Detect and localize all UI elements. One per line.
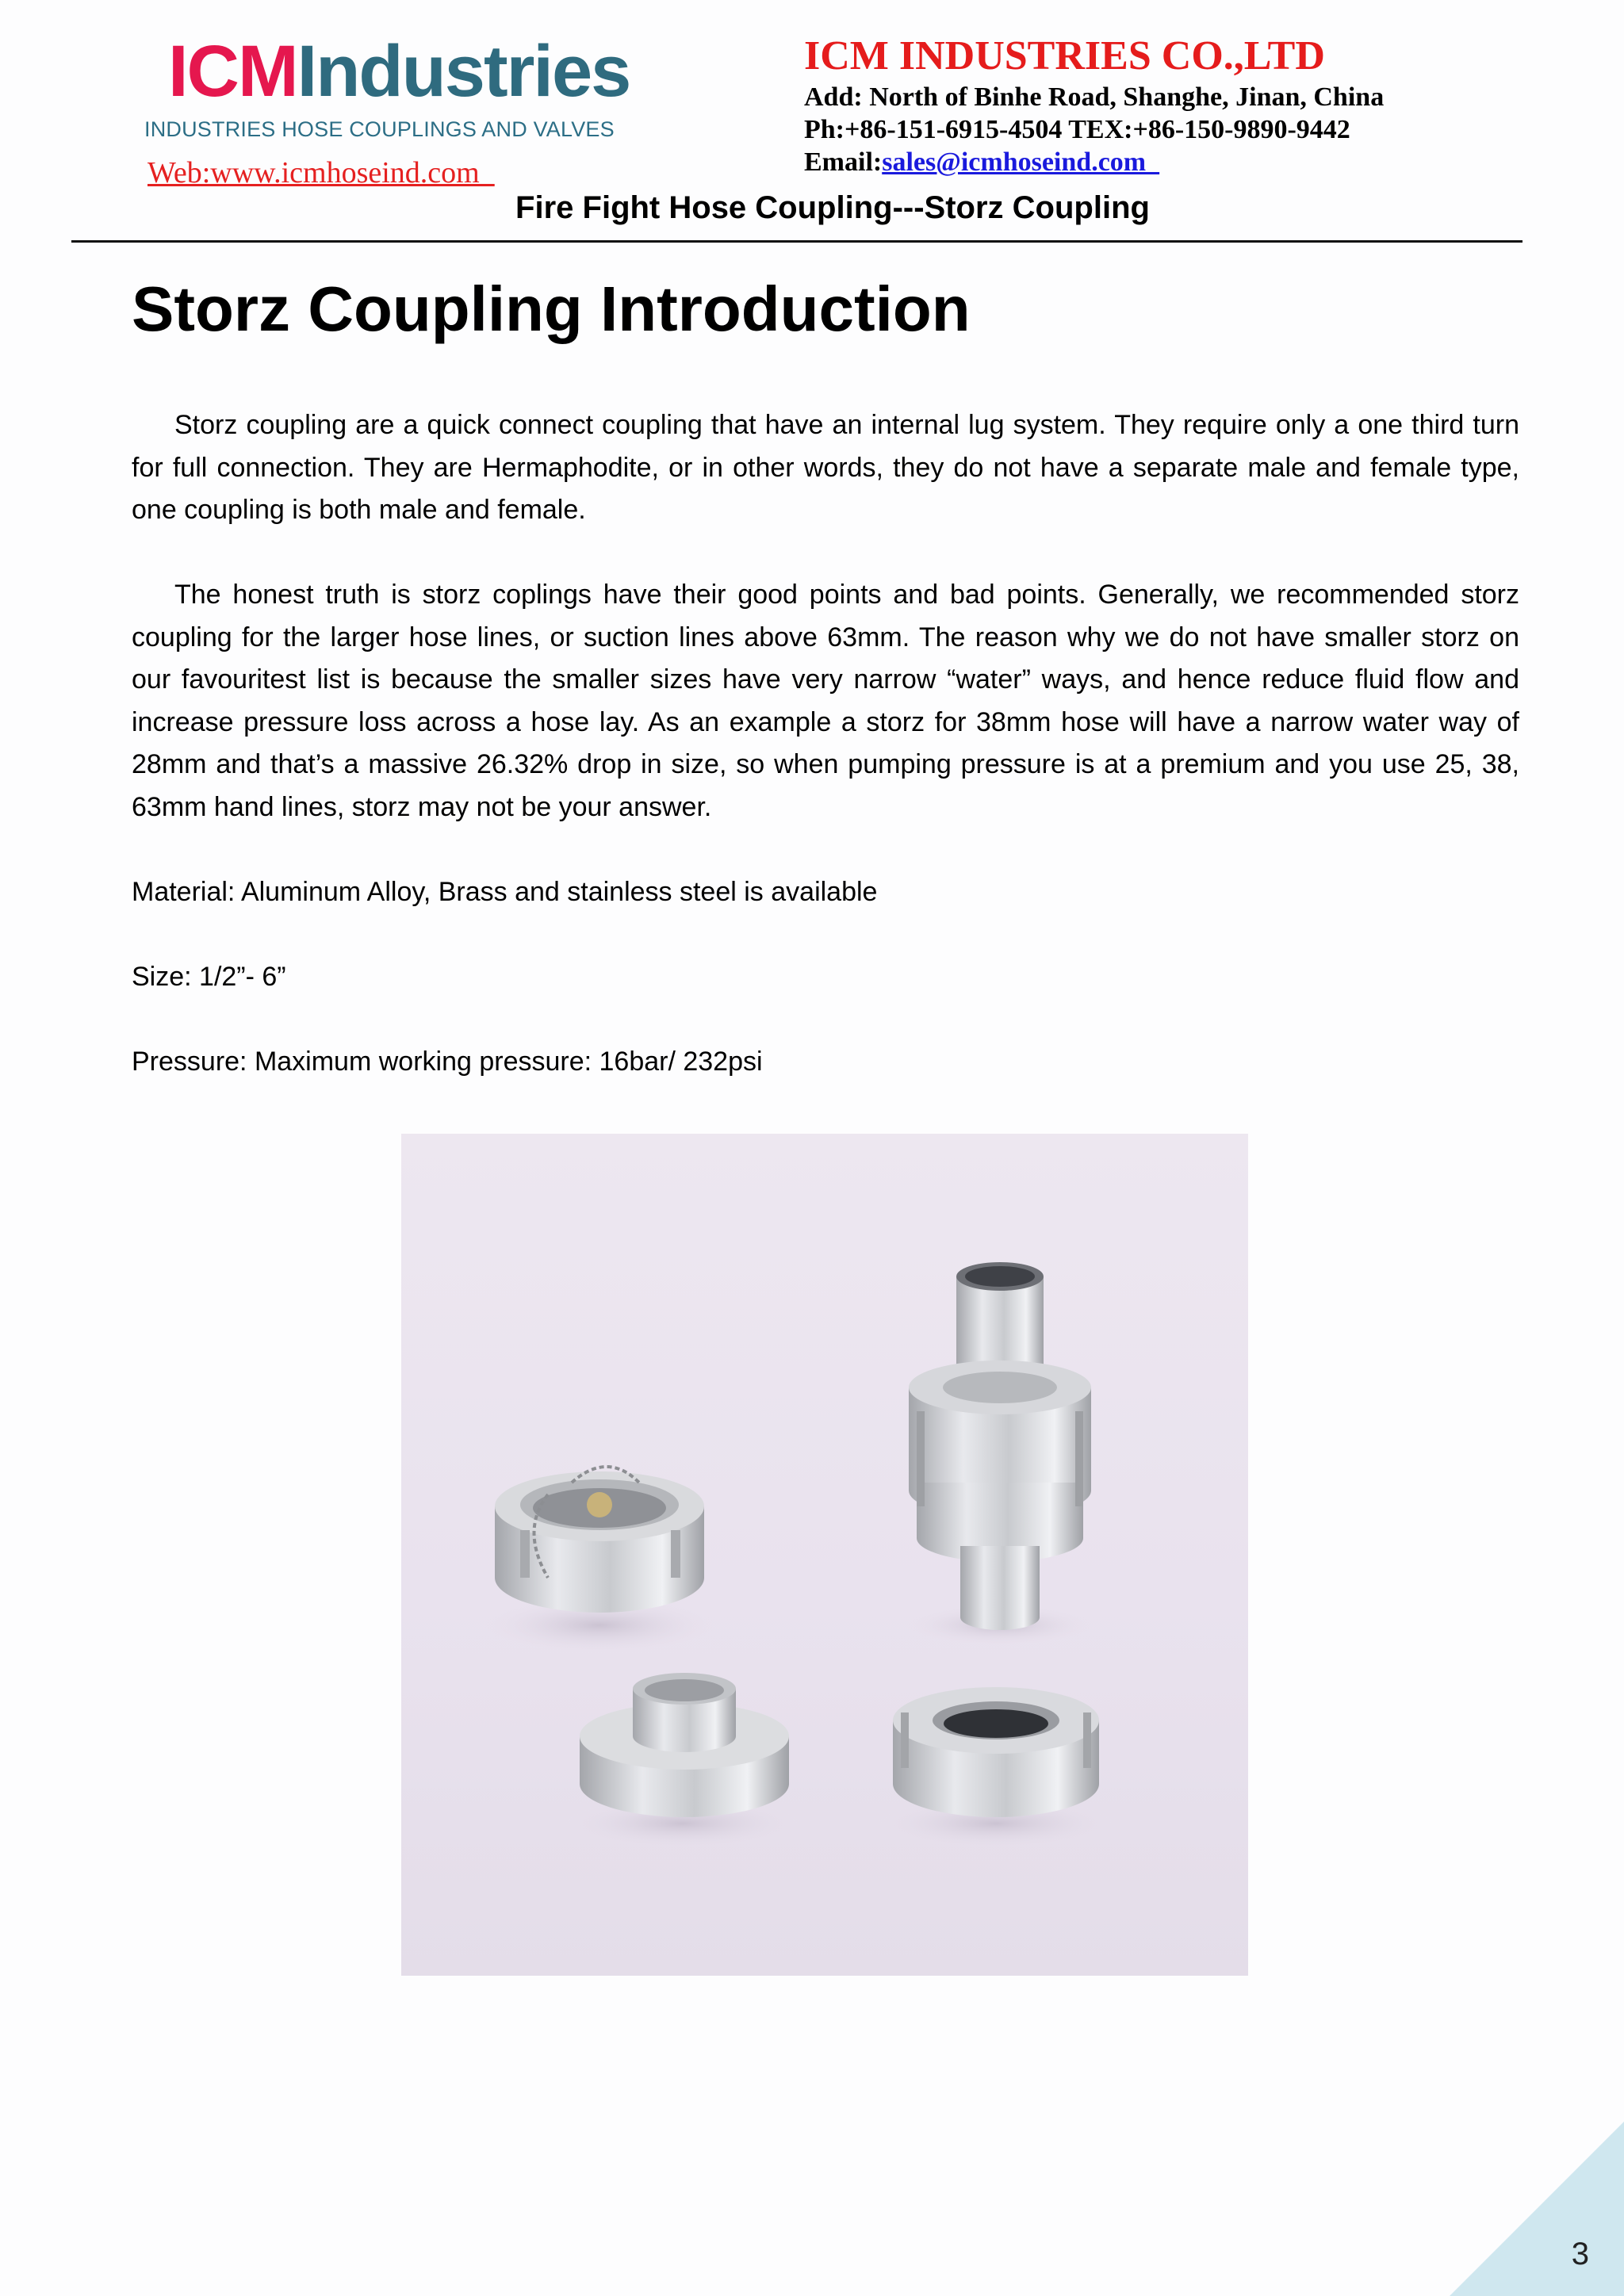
pressure-spec: Pressure: Maximum working pressure: 16bar/ 232psi — [132, 1046, 763, 1077]
header-divider — [71, 240, 1522, 243]
document-subtitle: Fire Fight Hose Coupling---Storz Coupling — [515, 190, 1150, 225]
storz-couplings-illustration — [401, 1134, 1248, 1976]
page-number: 3 — [1571, 2237, 1589, 2271]
logo-tagline: INDUSTRIES HOSE COUPLINGS AND VALVES — [144, 117, 615, 141]
size-spec: Size: 1/2”- 6” — [132, 961, 286, 992]
body-text — [132, 404, 1519, 1083]
logo-industries: Industries — [297, 31, 630, 112]
logo-wordmark — [168, 32, 630, 111]
page-title: Storz Coupling Introduction — [132, 274, 971, 344]
company-phone: Ph:+86-151-6915-4504 TEX:+86-150-9890-9442 — [804, 115, 1350, 144]
storz-male-adapter — [564, 1673, 802, 1849]
email-link[interactable]: sales@icmhoseind.com — [882, 147, 1160, 177]
company-name: ICM INDUSTRIES CO.,LTD — [804, 33, 1325, 78]
company-logo — [144, 31, 644, 151]
logo-icm: ICM — [168, 31, 297, 112]
material-spec: Material: Aluminum Alloy, Brass and stainless steel is available — [132, 876, 878, 907]
product-photo — [401, 1134, 1248, 1976]
company-address: Add: North of Binhe Road, Shanghe, Jinan, China — [804, 82, 1385, 112]
email-label: Email: — [804, 147, 883, 177]
company-email — [804, 146, 1384, 178]
page-corner-decoration — [1450, 2122, 1624, 2296]
intro-paragraph: Storz coupling are a quick connect coupling that have an internal lug system. They require only a one third turn for full connection. They are Hermaphodite, or in other words, they do not have a separate male and female type, one coupling is both male and female. — [132, 410, 1519, 525]
storz-female-adapter — [877, 1687, 1115, 1849]
website-link[interactable]: Web:www.icmhoseind.com — [147, 156, 495, 189]
details-paragraph: The honest truth is storz coplings have their good points and bad points. Generally, we recommended storz coupling for the larger hose lines, or suction lines above 63mm. The reason why we do not have smaller storz on our favouritest list is because the smaller sizes have very narrow “water” ways, and hence reduce fluid flow and increase pressure loss across a hose lay. As an example a storz for 38mm hose will have a narrow water way of 28mm and that’s a massive 26.32% drop in size, so when pumping pressure is at a premium and you use 25, 38, 63mm hand lines, storz may not be your answer. — [132, 580, 1519, 822]
company-contact-block — [804, 32, 1384, 178]
storz-coupling-assembly — [905, 1262, 1095, 1646]
storz-cap — [481, 1467, 718, 1654]
